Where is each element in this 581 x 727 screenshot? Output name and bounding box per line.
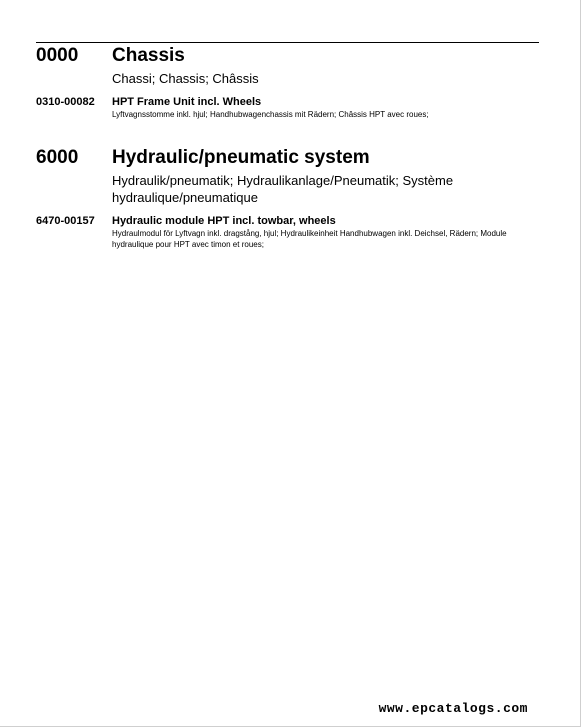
item-title: HPT Frame Unit incl. Wheels xyxy=(112,96,262,108)
section-translations: Chassi; Chassis; Châssis xyxy=(112,71,259,86)
item-code: 0310-00082 xyxy=(36,96,95,108)
item-translations: Lyftvagnsstomme inkl. hjul; Handhubwagenchassis mit Rädern; Châssis HPT avec roues; xyxy=(112,110,429,119)
item-translations: Hydraulmodul för Lyftvagn inkl. dragstång, hjul; Hydraulikeinheit Handhubwagen inkl. Deichsel, Rädern; Module hydraulique pour HPT avec timon et roues; xyxy=(112,229,507,249)
section-chassis xyxy=(36,44,539,120)
section-translations: Hydraulik/pneumatik; Hydraulikanlage/Pneumatik; Système hydraulique/pneumatique xyxy=(112,173,454,205)
section-code: 0000 xyxy=(36,45,79,66)
section-hydraulic-pneumatic xyxy=(36,146,539,250)
section-heading xyxy=(36,146,539,170)
section-title: Chassis xyxy=(112,45,185,66)
section-heading xyxy=(36,44,539,68)
section-code: 6000 xyxy=(36,147,79,168)
section-title: Hydraulic/pneumatic system xyxy=(112,147,370,168)
item-code: 6470-00157 xyxy=(36,215,95,227)
list-item xyxy=(36,214,539,250)
watermark-link[interactable]: www.epcatalogs.com xyxy=(378,701,528,716)
top-rule xyxy=(36,42,539,43)
list-item xyxy=(36,95,539,120)
item-title: Hydraulic module HPT incl. towbar, wheels xyxy=(112,215,336,227)
